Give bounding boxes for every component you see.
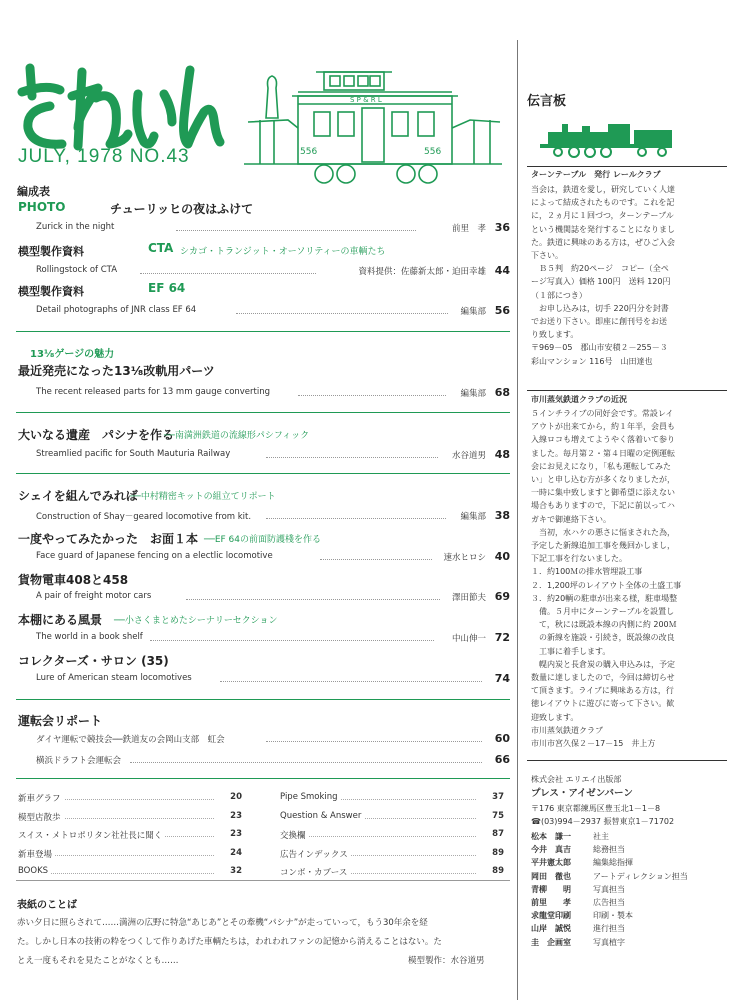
ef-label: 模型製作資料 [18,285,84,298]
publisher-tel: ☎(03)994－2937 振替東京1－71702 [531,817,675,826]
staff-row [531,843,727,856]
ef-author: 編集部 [460,307,486,317]
salon-title: コレクターズ・サロン (35) [18,654,169,668]
staff-row [531,909,727,922]
text-line: １．約100Ｍの排水管埋設工事 [531,567,643,577]
index-item-page: 24 [230,847,242,858]
face-sub: ──EF 64の前面防護棧を作る [204,535,322,545]
index-item-label: 交換欄 [280,831,309,841]
shelf-page[interactable]: 72 [494,631,510,644]
staff-row [531,830,727,843]
cover-line3: とえ一度もそれを見たことがなくとも…… [17,956,179,966]
staff-row [531,936,727,949]
staff-row [531,896,727,909]
parts-page[interactable]: 68 [494,386,510,399]
pacina-sub: ──南満洲鉄道の流線形パシフィック [164,431,310,441]
ef-page[interactable]: 56 [494,304,510,317]
index-left [18,792,242,885]
index-item-page: 23 [230,810,242,821]
text-line: ３．約20輌の駐車が出来る様，駐車場整 [531,593,678,603]
photo-en: Zurick in the night [36,222,115,232]
text-line: 徳レイアウトに遊びに寄って下さい。歓 [531,699,675,709]
column-divider [517,40,518,1000]
ef-en: Detail photographs of JNR class EF 64 [36,305,197,315]
text-line: 会にお見えになり，「私も運転してみた [531,461,671,471]
staff-role: 進行担当 [593,924,625,934]
cta-sub: シカゴ・トランジット・オーソリティーの車輌たち [180,247,386,257]
index-item-page: 89 [492,866,504,876]
cta-page[interactable]: 44 [494,264,510,277]
staff-name: 前里 孝 [531,898,571,908]
text-line: に，２ヵ月に１回づつ，ターンテーブル [531,211,674,221]
bulletin-body [531,183,727,368]
index-item-page: 87 [492,829,504,839]
publisher-address: 〒176 東京都練馬区豊玉北1－1－8 [531,804,661,813]
ichikawa-body [531,407,727,750]
freight-page[interactable]: 69 [494,590,510,603]
index-item[interactable] [18,866,242,885]
parts-author: 編集部 [460,389,486,399]
text-line: 幌内炭と長倉炭の購入申込みは，予定 [531,659,675,669]
freight-author: 澤田節夫 [451,593,486,603]
shelf-sub: ──小さくまとめたシーナリーセクション [114,616,278,626]
pacina-page[interactable]: 48 [494,448,510,461]
text-line: 一時に集中致しますと御希望に添えない [531,488,675,498]
index-item-page: 75 [492,810,504,821]
shelf-en: The world in a book shelf [36,632,143,642]
text-line: 市川蒸気鉄道クラブ [531,725,603,735]
staff-row [531,922,727,935]
ichikawa-title: 市川蒸気鉄道クラブの近況 [531,395,627,404]
staff-role: 編集総指揮 [593,858,633,868]
staff-name: 青柳 明 [531,884,571,894]
text-line: ージ写真入）価格 100円 送料 120円 [531,277,671,287]
report-page2[interactable]: 66 [494,753,510,766]
index-item[interactable] [18,829,242,848]
text-line: でお送り下さい。即座に創刊号をお送 [531,317,667,327]
staff-name: 平井憲太郎 [531,858,571,868]
bulletin-publisher: ターンテーブル 発行 レールクラブ [531,170,661,179]
text-line: Ｂ５判 約20ページ コピー（全ペ [531,264,669,274]
index-item[interactable] [18,792,242,811]
text-line: た。鉄道に興味のある方は，ぜひご入会 [531,237,675,247]
index-item[interactable] [280,811,504,830]
text-line: 下さい。 [531,251,563,261]
staff-name: 求龍堂印刷 [531,911,571,921]
staff-role: 写真植字 [593,937,625,947]
text-line: て，秋には既設本線の内側に約 200Ｍ [531,620,677,630]
cover-line2: た。しかし日本の技術の粋をつくして作りあげた車輌たちは，われわれファンの記憶から消えることはない。た [17,937,442,947]
salon-page[interactable]: 74 [494,672,510,685]
text-line: 〒969－05 郡山市安積２－255－３ [531,343,668,353]
text-line: り致します。 [531,330,579,340]
bulletin-title: 伝言板 [527,94,567,109]
index-item[interactable] [280,792,504,811]
cta-title: CTA [148,241,174,255]
shay-sub: ──中村精密キットの組立てリポート [130,492,276,502]
staff-name: 松本 謙一 [531,832,571,841]
shay-en: Construction of Shay－geared locomotive from kit. [36,512,252,522]
svg-text:S P & R L: S P & R L [350,96,382,104]
text-line: 数量に達しましたので，今回は締切らせ [531,673,675,683]
photo-title: チューリッヒの夜はふけて [110,202,254,216]
index-item-label: 新車登場 [18,850,55,860]
cover-credit: 模型製作：水谷道男 [408,956,485,966]
shay-page[interactable]: 38 [494,509,510,522]
text-line: 下記工事を行ないました。 [531,554,627,564]
parts-title: 最近発売になった13¹⁄₈改軌用パーツ [18,364,215,378]
text-line: ５インチライブの同好会です。常設レイ [531,409,674,418]
index-item-label: 新車グラフ [18,794,64,804]
staff-role: 印刷・製本 [593,911,633,921]
issue-date: JULY, 1978 NO.43 [18,146,190,167]
svg-text:556: 556 [300,147,318,157]
index-item[interactable] [18,811,242,830]
text-line: お申し込みは，切手 220円分を封書 [531,303,669,313]
text-line: 備。５月中にターンテーブルを設置し [531,607,675,617]
index-item[interactable] [280,848,504,867]
staff-role: 総務担当 [593,845,625,855]
shelf-title: 本棚にある風景 [18,613,103,627]
pacina-title: 大いなる遺産 パシナを作る [18,428,175,442]
text-line: ２．1,200坪のレイアウト全体の土盛工事 [531,580,682,590]
index-item[interactable] [18,848,242,867]
staff-role: 社主 [593,832,609,841]
index-item-page: 89 [492,847,504,858]
index-item-label: Question & Answer [280,811,364,821]
index-item-label: BOOKS [18,866,51,876]
face-author: 速水ヒロシ [443,553,486,563]
shay-title: シェイを組んでみれば [18,489,138,503]
text-line: 市川市宮久保２－17－15 井上方 [531,739,656,749]
staff-name: 岡田 徹也 [531,871,571,881]
text-line: い」と申し込む方が多くなりましたが， [531,475,675,485]
staff-name: 圭 企画室 [531,937,571,947]
photo-author: 前里 孝 [451,224,486,234]
index-item-page: 23 [230,829,242,839]
svg-text:556: 556 [424,147,442,157]
staff-row [531,856,727,869]
index-item[interactable] [280,829,504,848]
index-right [280,792,504,885]
freight-en: A pair of freight motor cars [36,591,152,601]
text-line: 当初，水ハケの悪さに悩まされた為， [531,527,675,537]
toc-heading: 編成表 [17,185,50,198]
index-item-page: 32 [230,866,242,876]
staff-role: 写真担当 [593,884,625,894]
magazine-logo [16,58,226,158]
text-line: 迎致します。 [531,712,579,722]
locomotive-icon [538,118,678,158]
index-item-label: スイス・メトロポリタン社社長に聞く [18,831,165,841]
index-item-label: 広告インデックス [280,850,351,860]
face-title: 一度やってみたかった お面１本 [18,532,199,546]
shelf-author: 中山伸一 [451,634,486,644]
caboose-illustration [238,58,506,186]
text-line: （１部につき） [531,290,587,300]
index-item-page: 37 [492,792,504,802]
index-item[interactable] [280,866,504,885]
index-item-label: コンボ・カブース [280,868,350,878]
text-line: 予定した新線追加工事を幾回かしまし， [531,541,675,551]
index-item-label: Pipe Smoking [280,792,341,802]
staff-row [531,883,727,896]
report-page1[interactable]: 60 [494,732,510,745]
staff-name: 今井 真吉 [531,845,571,855]
text-line: ました。毎月第２・第４日曜の定例運転 [531,448,675,458]
divider [16,331,510,332]
cta-author: 資料提供：佐藤新太郎・迫田幸雄 [358,267,486,277]
cta-en: Rollingstock of CTA [36,265,118,275]
staff-role: 広告担当 [593,898,625,908]
text-line: て頂きます。ライブに興味ある方は，行 [531,686,674,696]
text-line: 場合もありますので，下記に前以ってハ [531,501,675,511]
photo-label: PHOTO [18,200,66,214]
staff-role: アートディレクション担当 [593,871,688,881]
index-item-page: 20 [230,792,242,802]
cta-label: 模型製作資料 [18,245,84,258]
pacina-author: 水谷道男 [451,451,486,461]
photo-page[interactable]: 36 [494,221,510,234]
index-item-label: 模型店散歩 [18,813,64,823]
parts-en: The recent released parts for 13 mm gauge converting [36,387,271,397]
report-title: 運転会リポート [18,714,103,728]
staff-name: 山岸 誠悦 [531,924,571,934]
face-en: Face guard of Japanese fencing on a electlic locomotive [36,551,273,561]
publisher-company: 株式会社 エリエイ出版部 [531,775,622,784]
report-line2: 横浜ドラフト会運転会 [36,756,122,766]
staff-list [531,830,727,949]
publisher-name: プレス・アイゼンバーン [531,788,633,799]
text-line: という機関誌を発行することになりまし [531,224,675,234]
report-line1: ダイヤ運転で競技会──鉄道友の会岡山支部 虹会 [36,735,225,745]
text-line: 彩山マンション 116号 山田達也 [531,356,653,366]
shay-author: 編集部 [460,512,486,522]
text-line: によって結成されたものです。これを記 [531,198,675,208]
text-line: の新線を施設・引続き，既設線の改良 [531,633,675,643]
pacina-en: Streamlied pacific for South Mauturia Railway [36,449,231,459]
staff-row [531,870,727,883]
text-line: 入線ロコも増えてようやく落着いて参り [531,435,675,445]
freight-title: 貨物電車408と458 [18,573,129,587]
text-line: 工事に着手します。 [531,646,611,656]
face-page[interactable]: 40 [494,550,510,563]
cover-line1: 赤い夕日に照らされて……満洲の広野に特急“あじあ”とその牽機“パシナ”が走っていって，もう30年余を経 [17,918,428,928]
text-line: アウトが出来てから，約１年半，会員も [531,422,675,432]
text-line: ガキで御連絡下さい。 [531,514,611,524]
salon-en: Lure of American steam locomotives [36,673,192,683]
ef-title: EF 64 [148,281,186,295]
gauge-heading: 13¹⁄₈ゲージの魅力 [30,349,115,360]
text-line: 当会は，鉄道を愛し，研究していく人達 [531,185,675,194]
cover-title: 表紙のことば [17,900,77,911]
